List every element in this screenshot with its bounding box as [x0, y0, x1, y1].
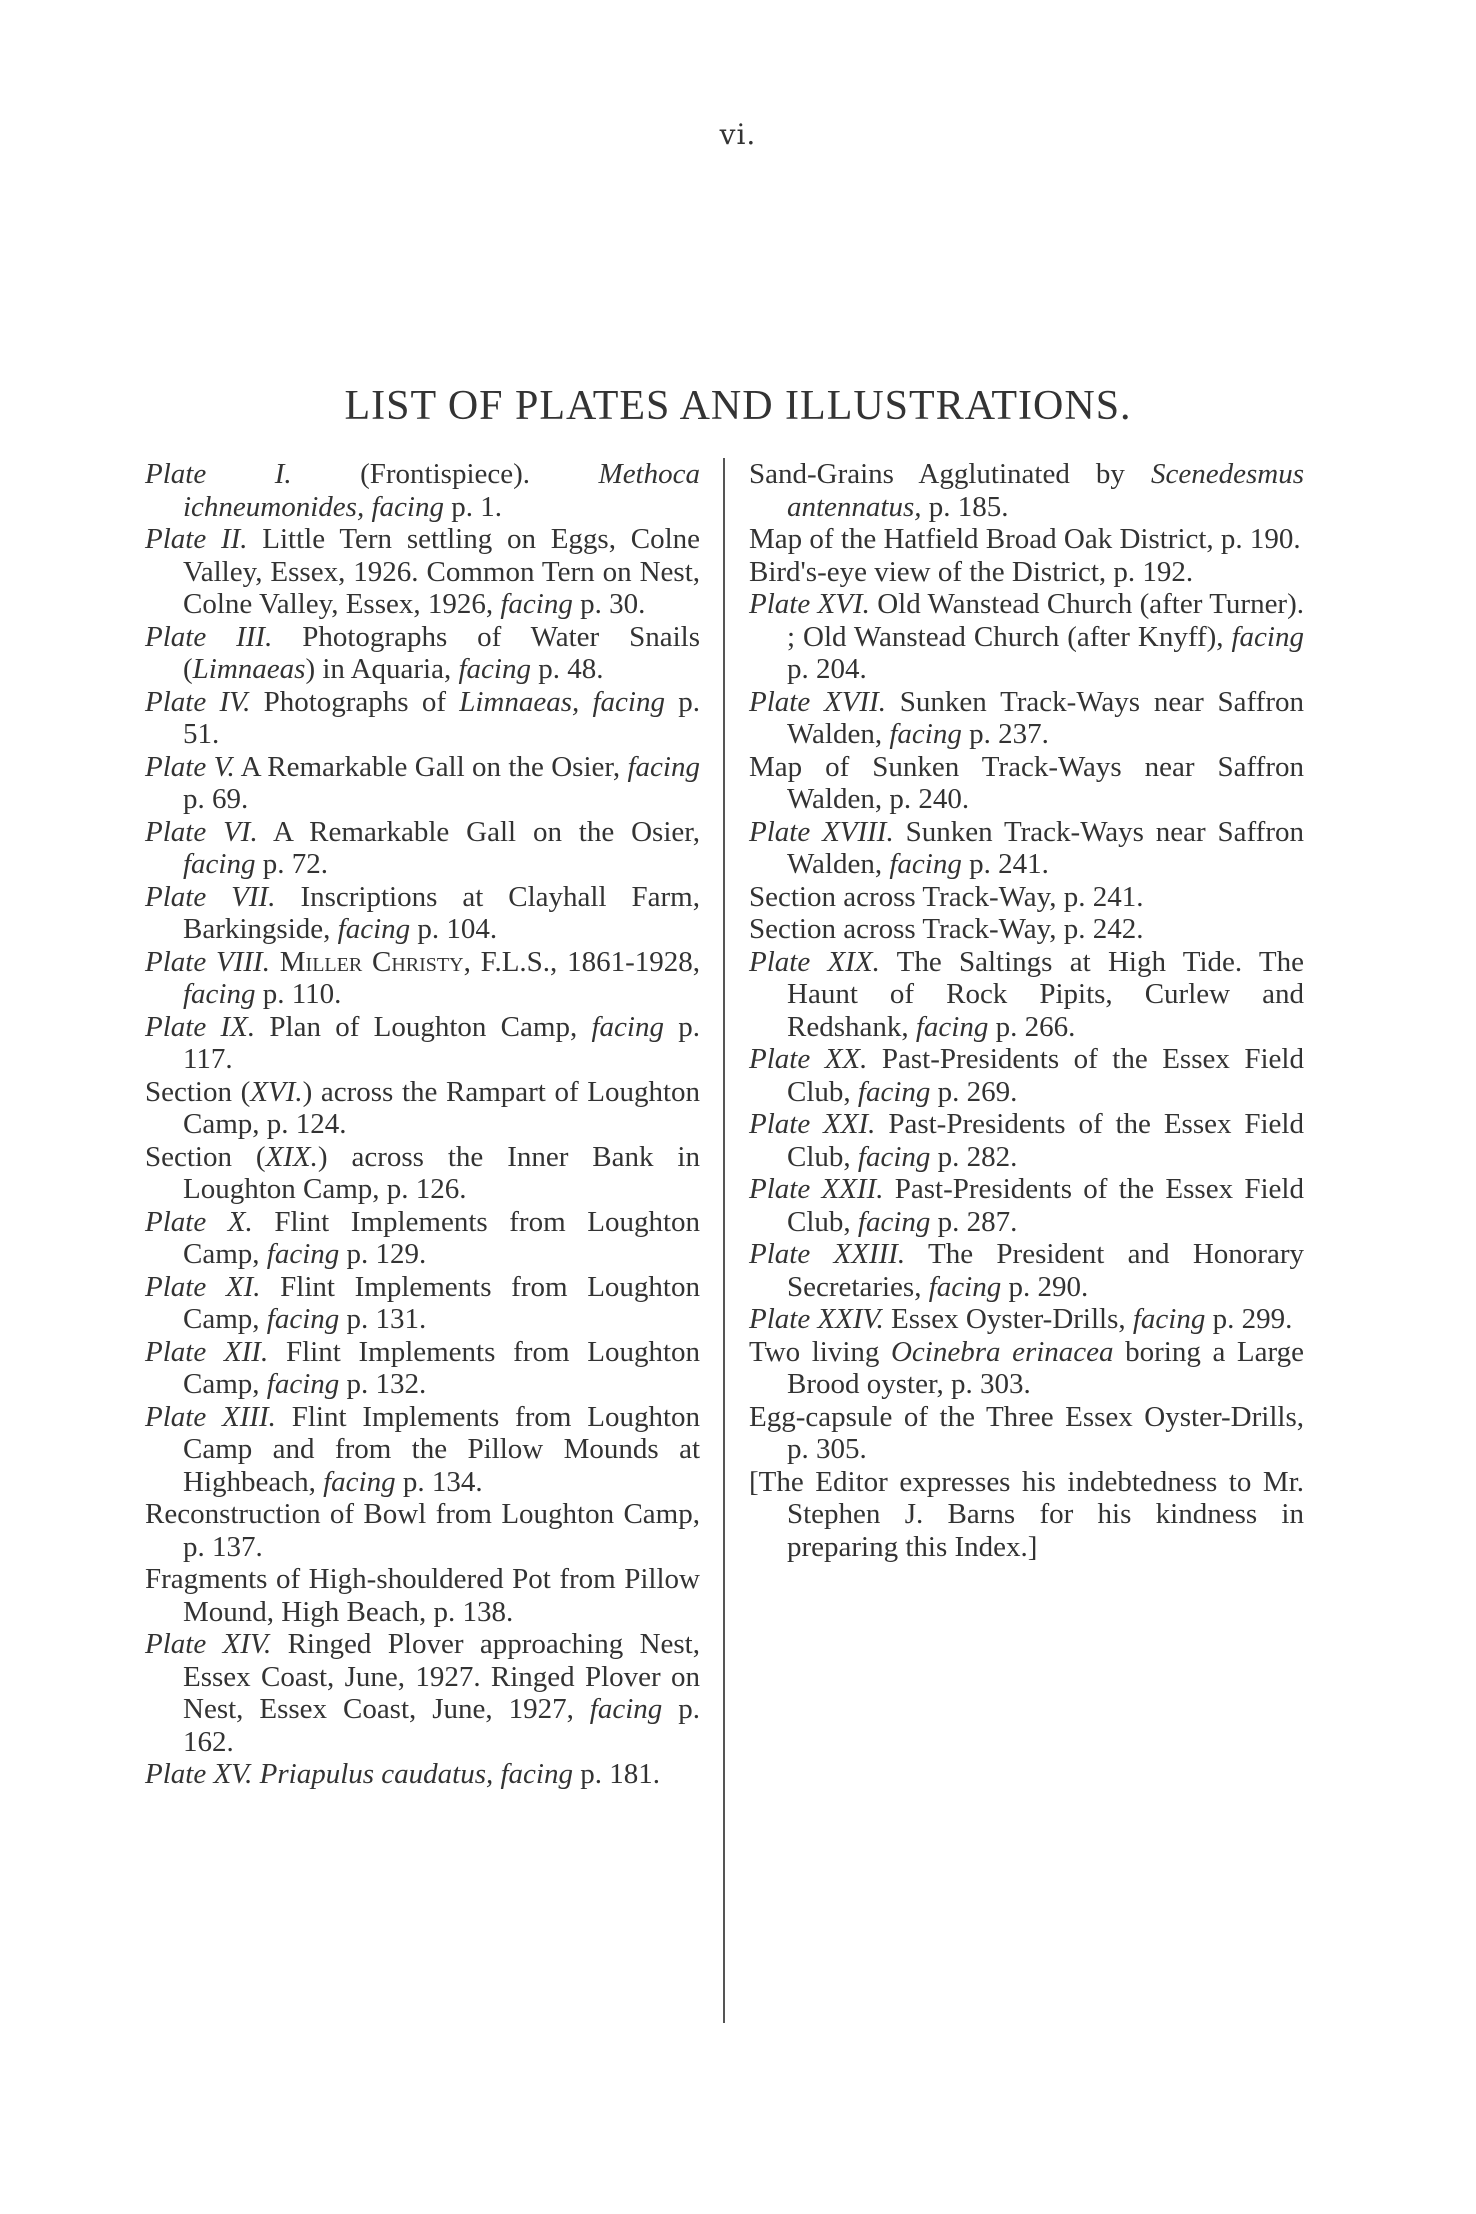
entry-text: Plate V. [145, 750, 235, 783]
entry-text: Plate I. [145, 458, 292, 490]
entry-text: p. 241. [961, 848, 1049, 880]
entry-text: Plate XI. [145, 1270, 261, 1303]
entry-text: p. 185. [921, 490, 1009, 523]
entry-text: Past-Presidents of the Essex Field Club, [787, 1043, 1304, 1108]
entry-text: boring a Large Brood oyster, p. 303. [787, 1335, 1304, 1400]
entry-text: A Remarkable Gall on the Osier, [257, 815, 701, 848]
entry-text: The Saltings at High Tide. The Haunt of Rock Pipits, Curlew and Redshank, [787, 945, 1304, 1043]
list-entry [145, 816, 700, 881]
entry-text: facing [337, 913, 411, 945]
entry-text: facing [591, 1010, 664, 1043]
entry-text: Map of Sunken Track-Ways near Saffron Walden, p. 240. [749, 750, 1304, 815]
entry-text [270, 946, 280, 978]
entry-text: Plate XVIII. [749, 815, 894, 848]
list-entry [749, 1108, 1304, 1173]
entry-text: facing [857, 1205, 931, 1238]
entry-text: p. 30. [572, 588, 646, 620]
entry-text: Old Wanstead Church (after Turner). ; Old Wanstead Church (after Knyff), [787, 588, 1304, 653]
entry-text: Sand-Grains Agglutinated by [749, 458, 1151, 490]
list-entry [749, 1238, 1304, 1303]
entry-text: ) across the Inner Bank in Loughton Camp, p. 126. [183, 1140, 700, 1205]
entry-text: F.L.S., 1861-1928, [470, 945, 700, 978]
entry-text: Flint Implements from Loughton Camp, [183, 1270, 700, 1335]
entry-text: Ocinebra erinacea [890, 1335, 1114, 1368]
entry-text: ) in Aquaria, [305, 653, 459, 685]
list-entry [145, 751, 700, 816]
list-entry [749, 946, 1304, 1044]
entry-text: p. 162. [183, 1693, 700, 1758]
entry-text: Methoca ichneumonides, facing [183, 458, 700, 523]
list-entry [145, 1401, 700, 1499]
entry-text: facing [183, 978, 256, 1010]
entry-text: Essex Oyster-Drills, [883, 1303, 1133, 1335]
list-entry [749, 1303, 1304, 1336]
entry-text: Past-Presidents of the Essex Field Club, [787, 1108, 1304, 1173]
entry-text: p. 204. [787, 653, 867, 685]
entry-text: Plate X. [145, 1205, 253, 1238]
entry-text: facing [266, 1238, 340, 1270]
entry-text: Plate XIII. [145, 1400, 276, 1433]
list-entry [145, 1498, 700, 1563]
entry-text: Plate IV. [145, 685, 251, 718]
entry-text: p. 69. [183, 783, 249, 815]
entry-text: Limnaeas, facing [459, 685, 665, 718]
list-entry [145, 1563, 700, 1628]
entry-text: Bird's-eye view of the District, p. 192. [749, 555, 1194, 588]
entry-text: XIX. [265, 1140, 318, 1173]
entry-text: p. 134. [395, 1465, 483, 1498]
list-entry [145, 523, 700, 621]
entry-text: p. 1. [443, 490, 502, 523]
entry-text: Plate XV. Priapulus caudatus, facing [145, 1758, 573, 1790]
entry-text: Photographs of Water Snails ( [183, 620, 700, 685]
entry-text: facing [889, 848, 962, 880]
entry-text: Plan of Loughton Camp, [255, 1010, 592, 1043]
left-column [145, 458, 700, 1791]
entry-text: Plate XXIV. [749, 1303, 884, 1335]
list-entry [145, 1141, 700, 1206]
entry-text: Flint Implements from Loughton Camp, [183, 1335, 701, 1400]
entry-text: p. 132. [339, 1368, 427, 1400]
entry-text: A Remarkable Gall on the Osier, [234, 750, 628, 783]
entry-text: p. 269. [930, 1075, 1018, 1108]
entry-text: [The Editor expresses his indebtedness to Mr. Stephen J. Barns for his kindness in preparing this Index.] [749, 1465, 1304, 1563]
entry-text: Fragments of High-shouldered Pot from Pillow Mound, High Beach, p. 138. [145, 1563, 700, 1628]
entry-text: p. 48. [530, 653, 604, 685]
list-entry [145, 1628, 700, 1758]
entry-text: Plate XXI. [749, 1108, 876, 1140]
entry-text: Section ( [145, 1075, 251, 1108]
list-entry [145, 1011, 700, 1076]
entry-text: ) across the Rampart of Loughton Camp, p. 124. [183, 1075, 700, 1140]
entry-text: Photographs of [250, 685, 460, 718]
entry-text: p. 51. [183, 685, 700, 750]
entry-text: Plate XXII. [749, 1173, 884, 1205]
list-entry [145, 1758, 700, 1791]
entry-text: Plate XIX. [749, 945, 880, 978]
entry-text: p. 104. [410, 913, 498, 945]
entry-text: facing [915, 1010, 989, 1043]
entry-text: Plate XXIII. [749, 1238, 906, 1270]
entry-text: p. 290. [1001, 1270, 1089, 1303]
entry-text: Plate XX. [749, 1043, 868, 1075]
entry-text: p. 131. [339, 1303, 427, 1335]
entry-text: Plate III. [145, 620, 273, 653]
entry-text: Little Tern settling on Eggs, Colne Valley, Essex, 1926. Common Tern on Nest, Colne Valley, Essex, 1926, [183, 523, 701, 620]
entry-text: facing [183, 848, 256, 880]
entry-text: p. 282. [930, 1140, 1018, 1173]
column-divider [723, 458, 725, 2023]
entry-text: facing [589, 1693, 663, 1725]
entry-text: Inscriptions at Clayhall Farm, Barkingside, [183, 880, 700, 945]
entry-text: facing [1231, 620, 1304, 653]
list-entry [749, 1043, 1304, 1108]
entry-text: facing [323, 1465, 396, 1498]
entry-text: Limnaeas [192, 653, 306, 685]
entry-text: facing [857, 1075, 931, 1108]
entry-text: Reconstruction of Bowl from Loughton Camp, p. 137. [145, 1498, 700, 1563]
right-column [749, 458, 1304, 1563]
list-entry [749, 881, 1304, 914]
entry-text: p. 117. [183, 1010, 701, 1075]
entry-text: facing [500, 588, 573, 620]
entry-text: The President and Honorary Secretaries, [787, 1238, 1304, 1303]
list-entry [749, 556, 1304, 589]
entry-text: p. 287. [930, 1205, 1018, 1238]
entry-text: facing [627, 750, 700, 783]
entry-text: p. 129. [339, 1238, 427, 1270]
entry-text: XVI. [250, 1075, 303, 1108]
list-entry [749, 523, 1304, 556]
page-number: vi. [719, 118, 757, 151]
entry-text: Sunken Track-Ways near Saffron Walden, [787, 685, 1304, 750]
list-entry [749, 913, 1304, 946]
entry-text: Miller Christy, [279, 945, 471, 978]
list-entry [749, 816, 1304, 881]
entry-text: Plate XII. [145, 1335, 269, 1368]
entry-text: Map of the Hatfield Broad Oak District, p. 190. [749, 523, 1301, 555]
list-entry [749, 1336, 1304, 1401]
entry-text: Flint Implements from Loughton Camp and from the Pillow Mounds at Highbeach, [183, 1400, 700, 1498]
entry-text: Plate XVII. [749, 685, 886, 718]
list-entry [145, 946, 700, 1011]
entry-text: p. 299. [1205, 1303, 1293, 1335]
list-entry [749, 1173, 1304, 1238]
entry-text: p. 110. [255, 978, 342, 1010]
entry-text: facing [1132, 1303, 1206, 1335]
list-entry [145, 621, 700, 686]
entry-text: facing [266, 1368, 340, 1400]
entry-text: facing [458, 653, 531, 685]
list-entry [749, 1401, 1304, 1466]
list-entry [145, 686, 700, 751]
entry-text: Ringed Plover approaching Nest, Essex Coast, June, 1927. Ringed Plover on Nest, Essex Coast, June, 1927, [183, 1628, 700, 1725]
list-entry [749, 686, 1304, 751]
entry-text: Plate XIV. [145, 1628, 272, 1660]
list-entry [145, 881, 700, 946]
entry-text: Plate VIII. [145, 945, 270, 978]
entry-text: p. 181. [573, 1758, 660, 1790]
list-entry [145, 1206, 700, 1271]
entry-text: p. 237. [961, 718, 1049, 750]
entry-text: facing [857, 1140, 931, 1173]
entry-text: Sunken Track-Ways near Saffron Walden, [787, 815, 1304, 880]
list-entry [145, 1336, 700, 1401]
list-entry [145, 458, 700, 523]
entry-text: (Frontispiece). [291, 458, 599, 490]
list-entry [749, 588, 1304, 686]
entry-text: p. 72. [255, 848, 328, 880]
list-entry [145, 1076, 700, 1141]
list-entry [145, 1271, 700, 1336]
entry-text: Plate VI. [145, 815, 258, 848]
list-entry [749, 1466, 1304, 1564]
entry-text: facing [266, 1303, 340, 1335]
entry-text: Plate IX. [145, 1010, 256, 1043]
list-entry [749, 458, 1304, 523]
list-entry [749, 751, 1304, 816]
page-title: LIST OF PLATES AND ILLUSTRATIONS. [344, 383, 1132, 429]
plates-list [145, 458, 1305, 2038]
entry-text: Flint Implements from Loughton Camp, [183, 1205, 700, 1270]
entry-text: Egg-capsule of the Three Essex Oyster-Drills, p. 305. [749, 1400, 1304, 1465]
entry-text: Scenedesmus antennatus, [787, 458, 1304, 523]
entry-text: p. 266. [988, 1010, 1076, 1043]
entry-text: Section ( [145, 1140, 266, 1173]
entry-text: facing [928, 1270, 1002, 1303]
entry-text: facing [889, 718, 962, 750]
entry-text: Plate XVI. [749, 588, 870, 620]
entry-text: Section across Track-Way, p. 242. [749, 913, 1144, 945]
entry-text: Plate II. [145, 523, 248, 555]
entry-text: Two living [749, 1335, 891, 1368]
entry-text: Past-Presidents of the Essex Field Club, [787, 1173, 1304, 1238]
entry-text: Plate VII. [145, 880, 276, 913]
entry-text: Section across Track-Way, p. 241. [749, 880, 1144, 913]
